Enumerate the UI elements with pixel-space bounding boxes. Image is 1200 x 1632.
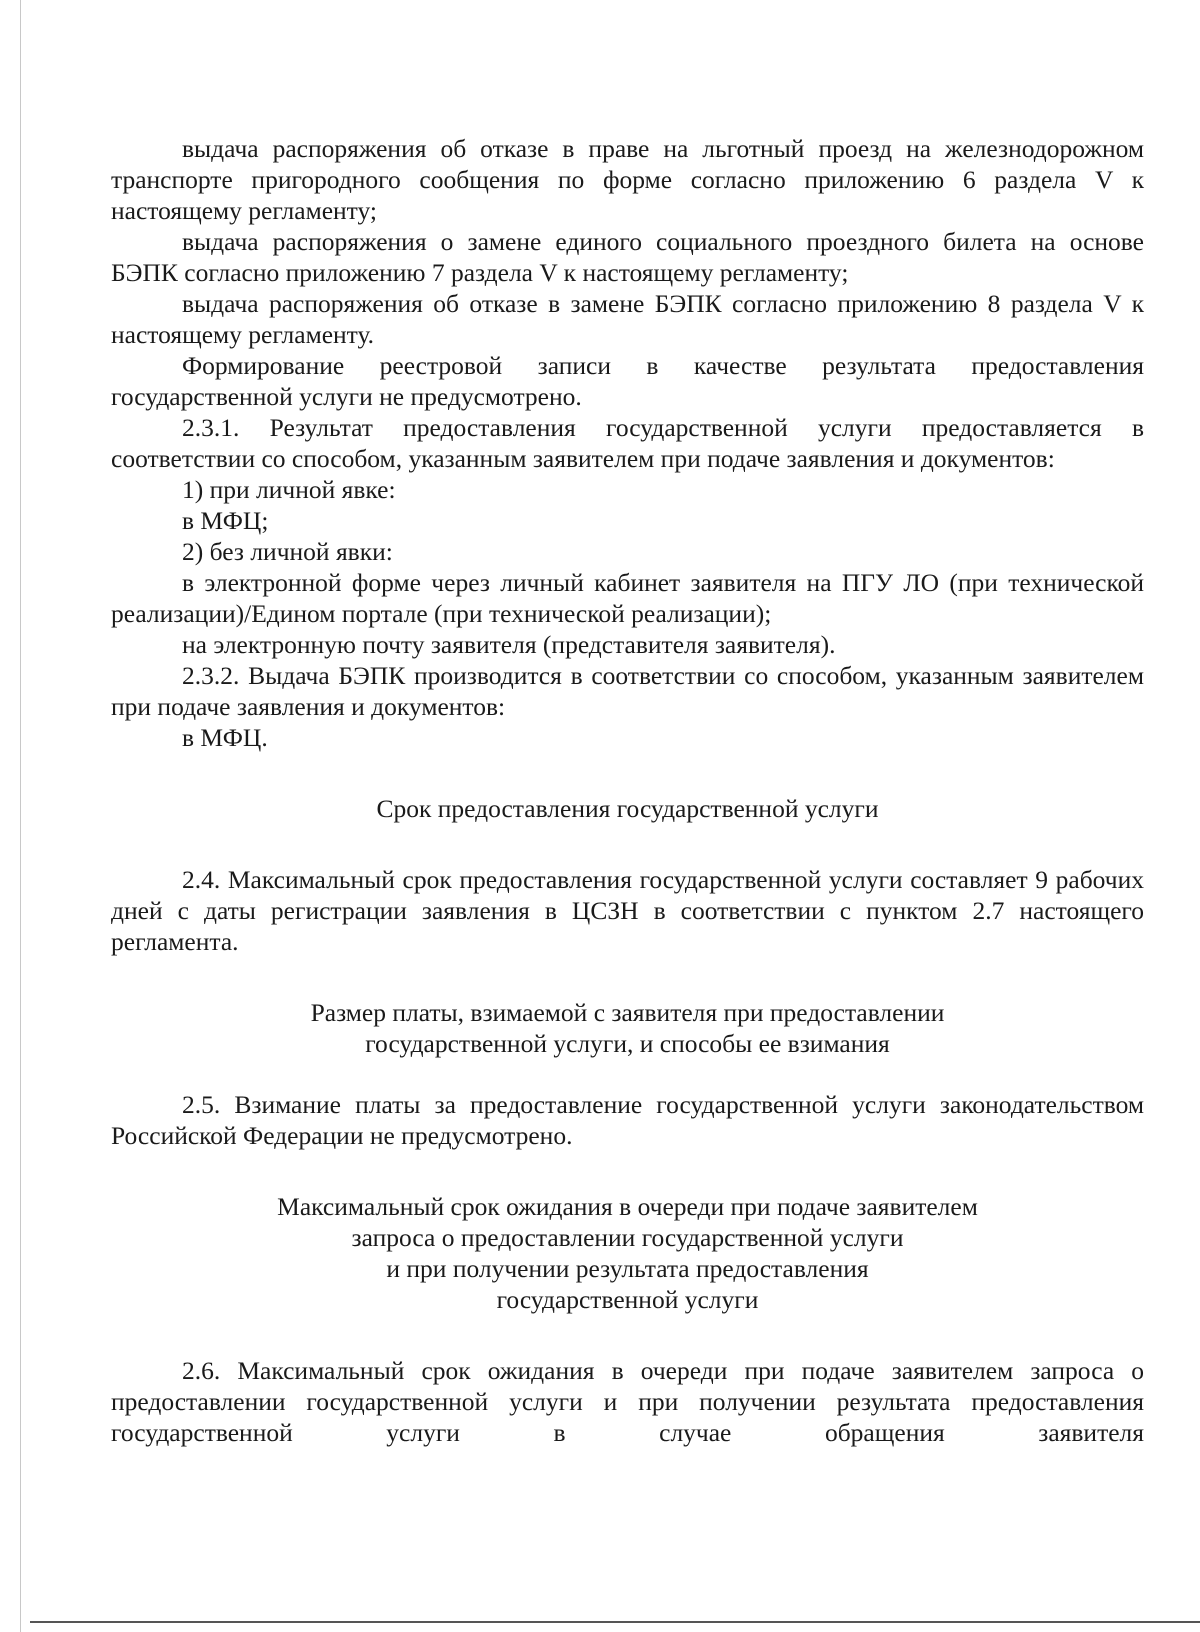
- paragraph-2-6: 2.6. Максимальный срок ожидания в очереди при подаче заявителем запроса о предоставлении государственной услуги и при получении результата предоставления государственной услуги в случае обращения заявителя: [111, 1356, 1144, 1447]
- paragraph-2-5: 2.5. Взимание платы за предоставление государственной услуги законодательством Российской Федерации не предусмотрено.: [111, 1090, 1144, 1150]
- heading-service-term: Срок предоставления государственной услуги: [376, 794, 879, 823]
- list-item-personal-visit: 1) при личной явке:: [182, 475, 396, 504]
- paragraph-refusal-railway: выдача распоряжения об отказе в праве на льготный проезд на железнодорожном транспорте пригородного сообщения по форме согласно приложению 6 раздела V к настоящему регламенту;: [111, 134, 1144, 225]
- paragraph-replacement-ticket: выдача распоряжения о замене единого социального проездного билета на основе БЭПК согласно приложению 7 раздела V к настоящему регламенту;: [111, 227, 1144, 287]
- document-body: [111, 133, 1144, 1448]
- scan-edge-left: [20, 0, 21, 1632]
- heading-queue-line-4: государственной услуги: [496, 1285, 759, 1314]
- paragraph-refusal-replacement: выдача распоряжения об отказе в замене БЭПК согласно приложению 8 раздела V к настоящему регламенту.: [111, 289, 1144, 349]
- list-item-electronic-form: в электронной форме через личный кабинет заявителя на ПГУ ЛО (при технической реализации)/Едином портале (при технической реализации);: [111, 568, 1144, 628]
- list-item-mfc: в МФЦ;: [182, 506, 269, 535]
- heading-queue-line-3: и при получении результата предоставления: [386, 1254, 869, 1283]
- paragraph-2-3-1: 2.3.1. Результат предоставления государственной услуги предоставляется в соответствии со способом, указанным заявителем при подаче заявления и документов:: [111, 413, 1144, 473]
- heading-queue-line-1: Максимальный срок ожидания в очереди при подаче заявителем: [277, 1192, 978, 1221]
- scan-edge-bottom: [30, 1621, 1200, 1623]
- list-item-email: на электронную почту заявителя (представителя заявителя).: [182, 630, 836, 659]
- paragraph-registry-record: Формирование реестровой записи в качестве результата предоставления государственной услуги не предусмотрено.: [111, 351, 1144, 411]
- paragraph-2-4: 2.4. Максимальный срок предоставления государственной услуги составляет 9 рабочих дней с даты регистрации заявления в ЦСЗН в соответствии с пунктом 2.7 настоящего регламента.: [111, 865, 1144, 956]
- list-item-mfc-2: в МФЦ.: [182, 723, 268, 752]
- heading-fee-line-2: государственной услуги, и способы ее взимания: [365, 1029, 890, 1058]
- paragraph-2-3-2: 2.3.2. Выдача БЭПК производится в соответствии со способом, указанным заявителем при подаче заявления и документов:: [111, 661, 1144, 721]
- list-item-no-visit: 2) без личной явки:: [182, 537, 393, 566]
- heading-fee-line-1: Размер платы, взимаемой с заявителя при предоставлении: [310, 998, 945, 1027]
- heading-queue-line-2: запроса о предоставлении государственной услуги: [351, 1223, 904, 1252]
